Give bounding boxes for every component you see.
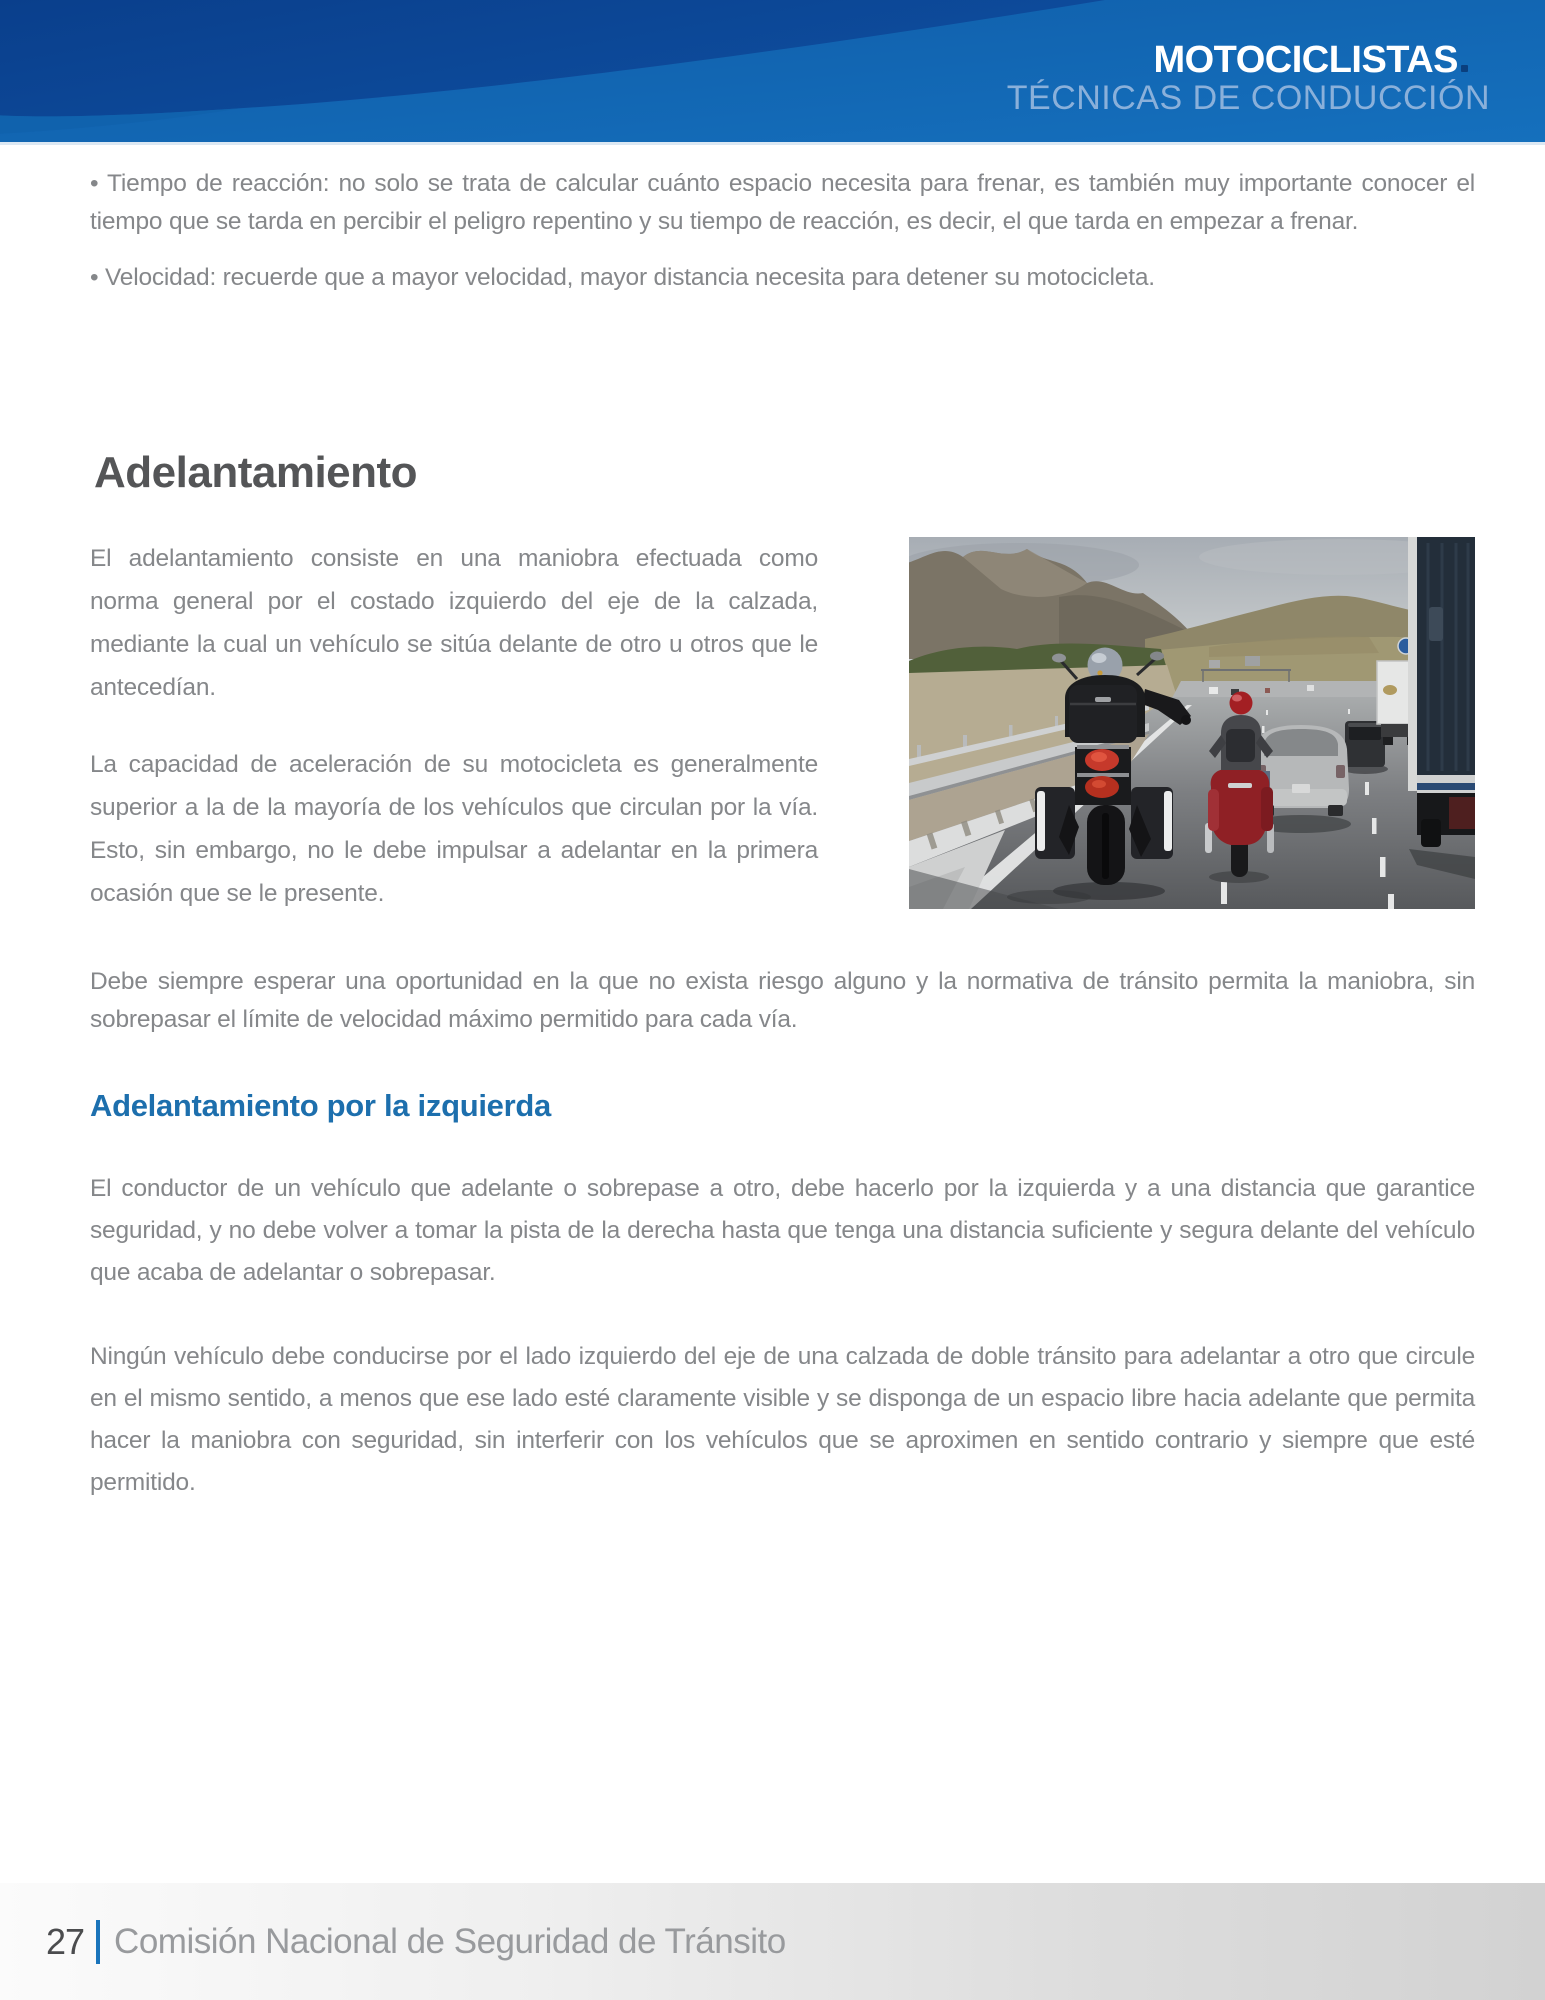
paragraph-overtake-left: El conductor de un vehículo que adelante o sobrepase a otro, debe hacerlo por la izquierda y a una distancia que garantice seguridad, y no debe volver a tomar la pista de la derecha hasta que tenga una distancia suficiente y segura delante del vehículo que acaba de adelantar o sobrepasar. xyxy=(90,1175,1475,1287)
text-and-photo-row xyxy=(90,537,1475,915)
section-heading-adelantamiento: Adelantamiento xyxy=(94,448,418,497)
footer-content xyxy=(0,1920,786,1964)
subsection-heading-izquierda: Adelantamiento por la izquierda xyxy=(90,1088,551,1124)
footer-divider-bar xyxy=(96,1920,100,1964)
page-footer-band xyxy=(0,1883,1545,2000)
page-number: 27 xyxy=(46,1920,85,1962)
intro-paragraph-1: El adelantamiento consiste en una maniobra efectuada como norma general por el costado izquierdo del eje de la calzada, mediante la cual un vehículo se sitúa delante de otro u otros que le antecedían. xyxy=(90,545,818,702)
header-bottom-edge xyxy=(0,142,1545,145)
paragraph-no-left-side: Ningún vehículo debe conducirse por el lado izquierdo del eje de una calzada de doble tránsito para adelantar a otro que circule en el mismo sentido, a menos que ese lado esté claramente visible y se disponga de un espacio libre hacia adelante que permita hacer la maniobra con seguridad, sin interferir con los vehículos que se aproximen en sentido contrario y siempre que esté permitido. xyxy=(90,1343,1475,1497)
page-subtitle: TÉCNICAS DE CONDUCCIÓN xyxy=(1006,78,1490,117)
highway-photo-graphic xyxy=(909,537,1475,909)
header-titles xyxy=(1007,0,1490,145)
bullet-speed: • Velocidad: recuerde que a mayor velocidad, mayor distancia necesita para detener su motocicleta. xyxy=(90,264,1155,291)
title-accent-dot xyxy=(1461,65,1468,72)
highway-photo xyxy=(909,537,1475,909)
intro-text-column xyxy=(90,537,818,915)
page-header-band xyxy=(0,0,1545,145)
page-content xyxy=(0,145,1545,1504)
photo-dark-truck xyxy=(1408,537,1475,879)
bullet-reaction-time: • Tiempo de reacción: no solo se trata de calcular cuánto espacio necesita para frenar, es también muy importante conocer el tiempo que se tarda en percibir el peligro repentino y su tiempo de reacción, es decir, el que tarda en empezar a frenar. xyxy=(90,170,1475,235)
intro-paragraph-2: La capacidad de aceleración de su motocicleta es generalmente superior a la de la mayoría de los vehículos que circulan por la vía. Esto, sin embargo, no le debe impulsar a adelantar en la primera ocasión que se le presente. xyxy=(90,751,818,908)
page-title: MOTOCICLISTAS xyxy=(1153,38,1458,81)
footer-organization: Comisión Nacional de Seguridad de Tránsito xyxy=(114,1921,786,1961)
paragraph-wait-opportunity: Debe siempre esperar una oportunidad en la que no exista riesgo alguno y la normativa de tránsito permita la maniobra, sin sobrepasar el límite de velocidad máximo permitido para cada vía. xyxy=(90,968,1475,1034)
